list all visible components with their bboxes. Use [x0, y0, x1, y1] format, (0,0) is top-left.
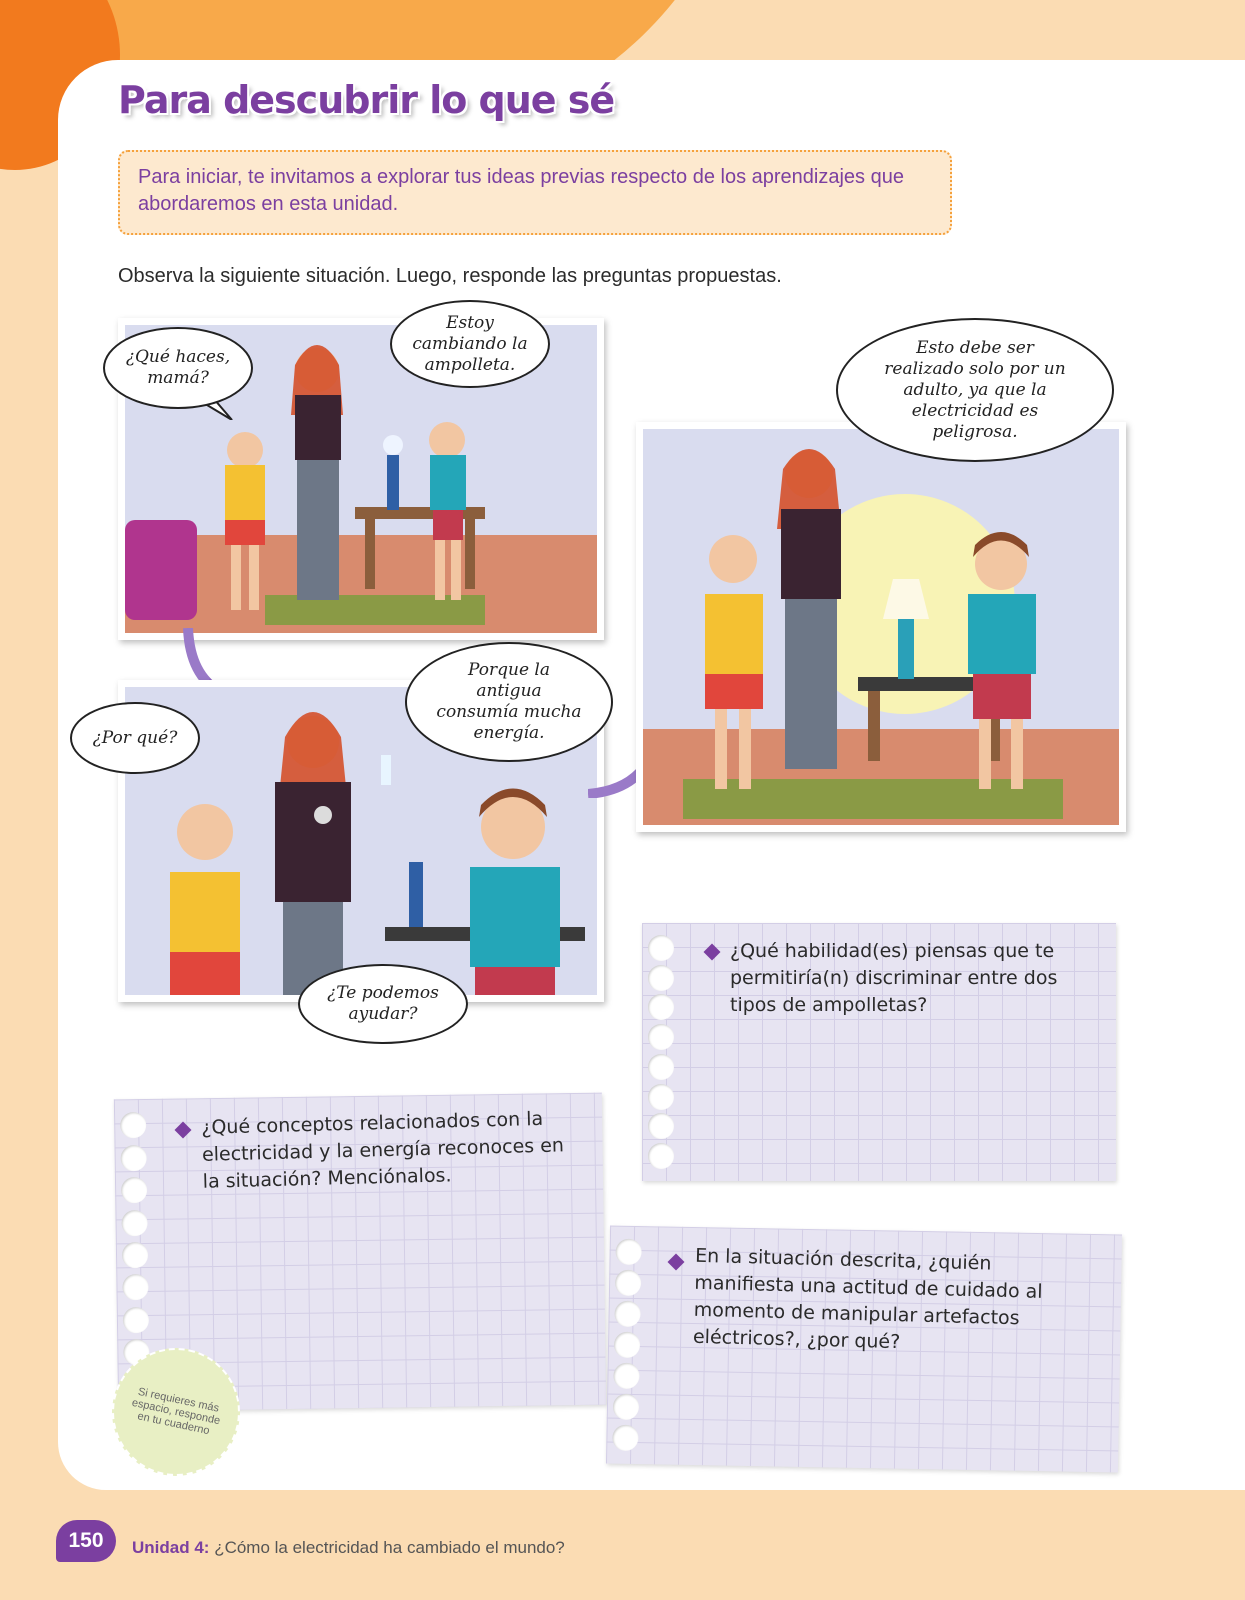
scene-illustration-3 — [643, 429, 1119, 825]
question-2: ¿Qué conceptos relacionados con la electricidad y la energía reconoces en la situación? Menciónalos. — [201, 1107, 565, 1193]
footer-unit — [132, 1538, 565, 1558]
instruction-text: Observa la siguiente situación. Luego, responde las preguntas propuestas. — [118, 265, 782, 287]
stamp-text: Si requieres más espacio, responde en tu cuaderno — [130, 1385, 222, 1438]
unit-title: ¿Cómo la electricidad ha cambiado el mundo? — [214, 1538, 565, 1557]
speech-text: ¿Por qué? — [92, 727, 178, 748]
page-title: Para descubrir lo que sé — [118, 78, 615, 122]
speech-text: Estoy cambiando la ampolleta. — [412, 312, 528, 375]
binder-holes — [648, 933, 674, 1171]
speech-text: ¿Te podemos ayudar? — [327, 983, 439, 1024]
speech-text: Esto debe ser realizado solo por un adulto, ya que la electricidad es peligrosa. — [884, 337, 1066, 442]
speech-bubble-mom-2 — [405, 642, 613, 762]
question-1: ¿Qué habilidad(es) piensas que te permitiría(n) discriminar entre dos tipos de ampolletas? — [730, 940, 1058, 1016]
speech-bubble-girl-1 — [103, 327, 253, 409]
speech-bubble-mom-3 — [836, 318, 1114, 462]
page-number: 150 — [68, 1529, 104, 1552]
question-3: En la situación descrita, ¿quién manifiesta una actitud de cuidado al momento de manipular artefactos eléctricos?, ¿por qué? — [692, 1244, 1043, 1354]
page-number-badge — [56, 1520, 116, 1562]
speech-bubble-girl-2 — [70, 702, 200, 774]
speech-bubble-boy-2 — [298, 964, 468, 1044]
intro-box: Para iniciar, te invitamos a explorar tus ideas previas respecto de los aprendizajes que abordaremos en esta unidad. — [118, 150, 952, 235]
unit-label: Unidad 4: — [132, 1538, 210, 1557]
speech-bubble-mom-1 — [390, 300, 550, 388]
binder-holes — [612, 1236, 642, 1454]
comic-panel-3 — [636, 422, 1126, 832]
speech-text: Porque la antigua consumía mucha energía. — [436, 660, 582, 743]
speech-text: ¿Qué haces, mamá? — [125, 347, 231, 388]
